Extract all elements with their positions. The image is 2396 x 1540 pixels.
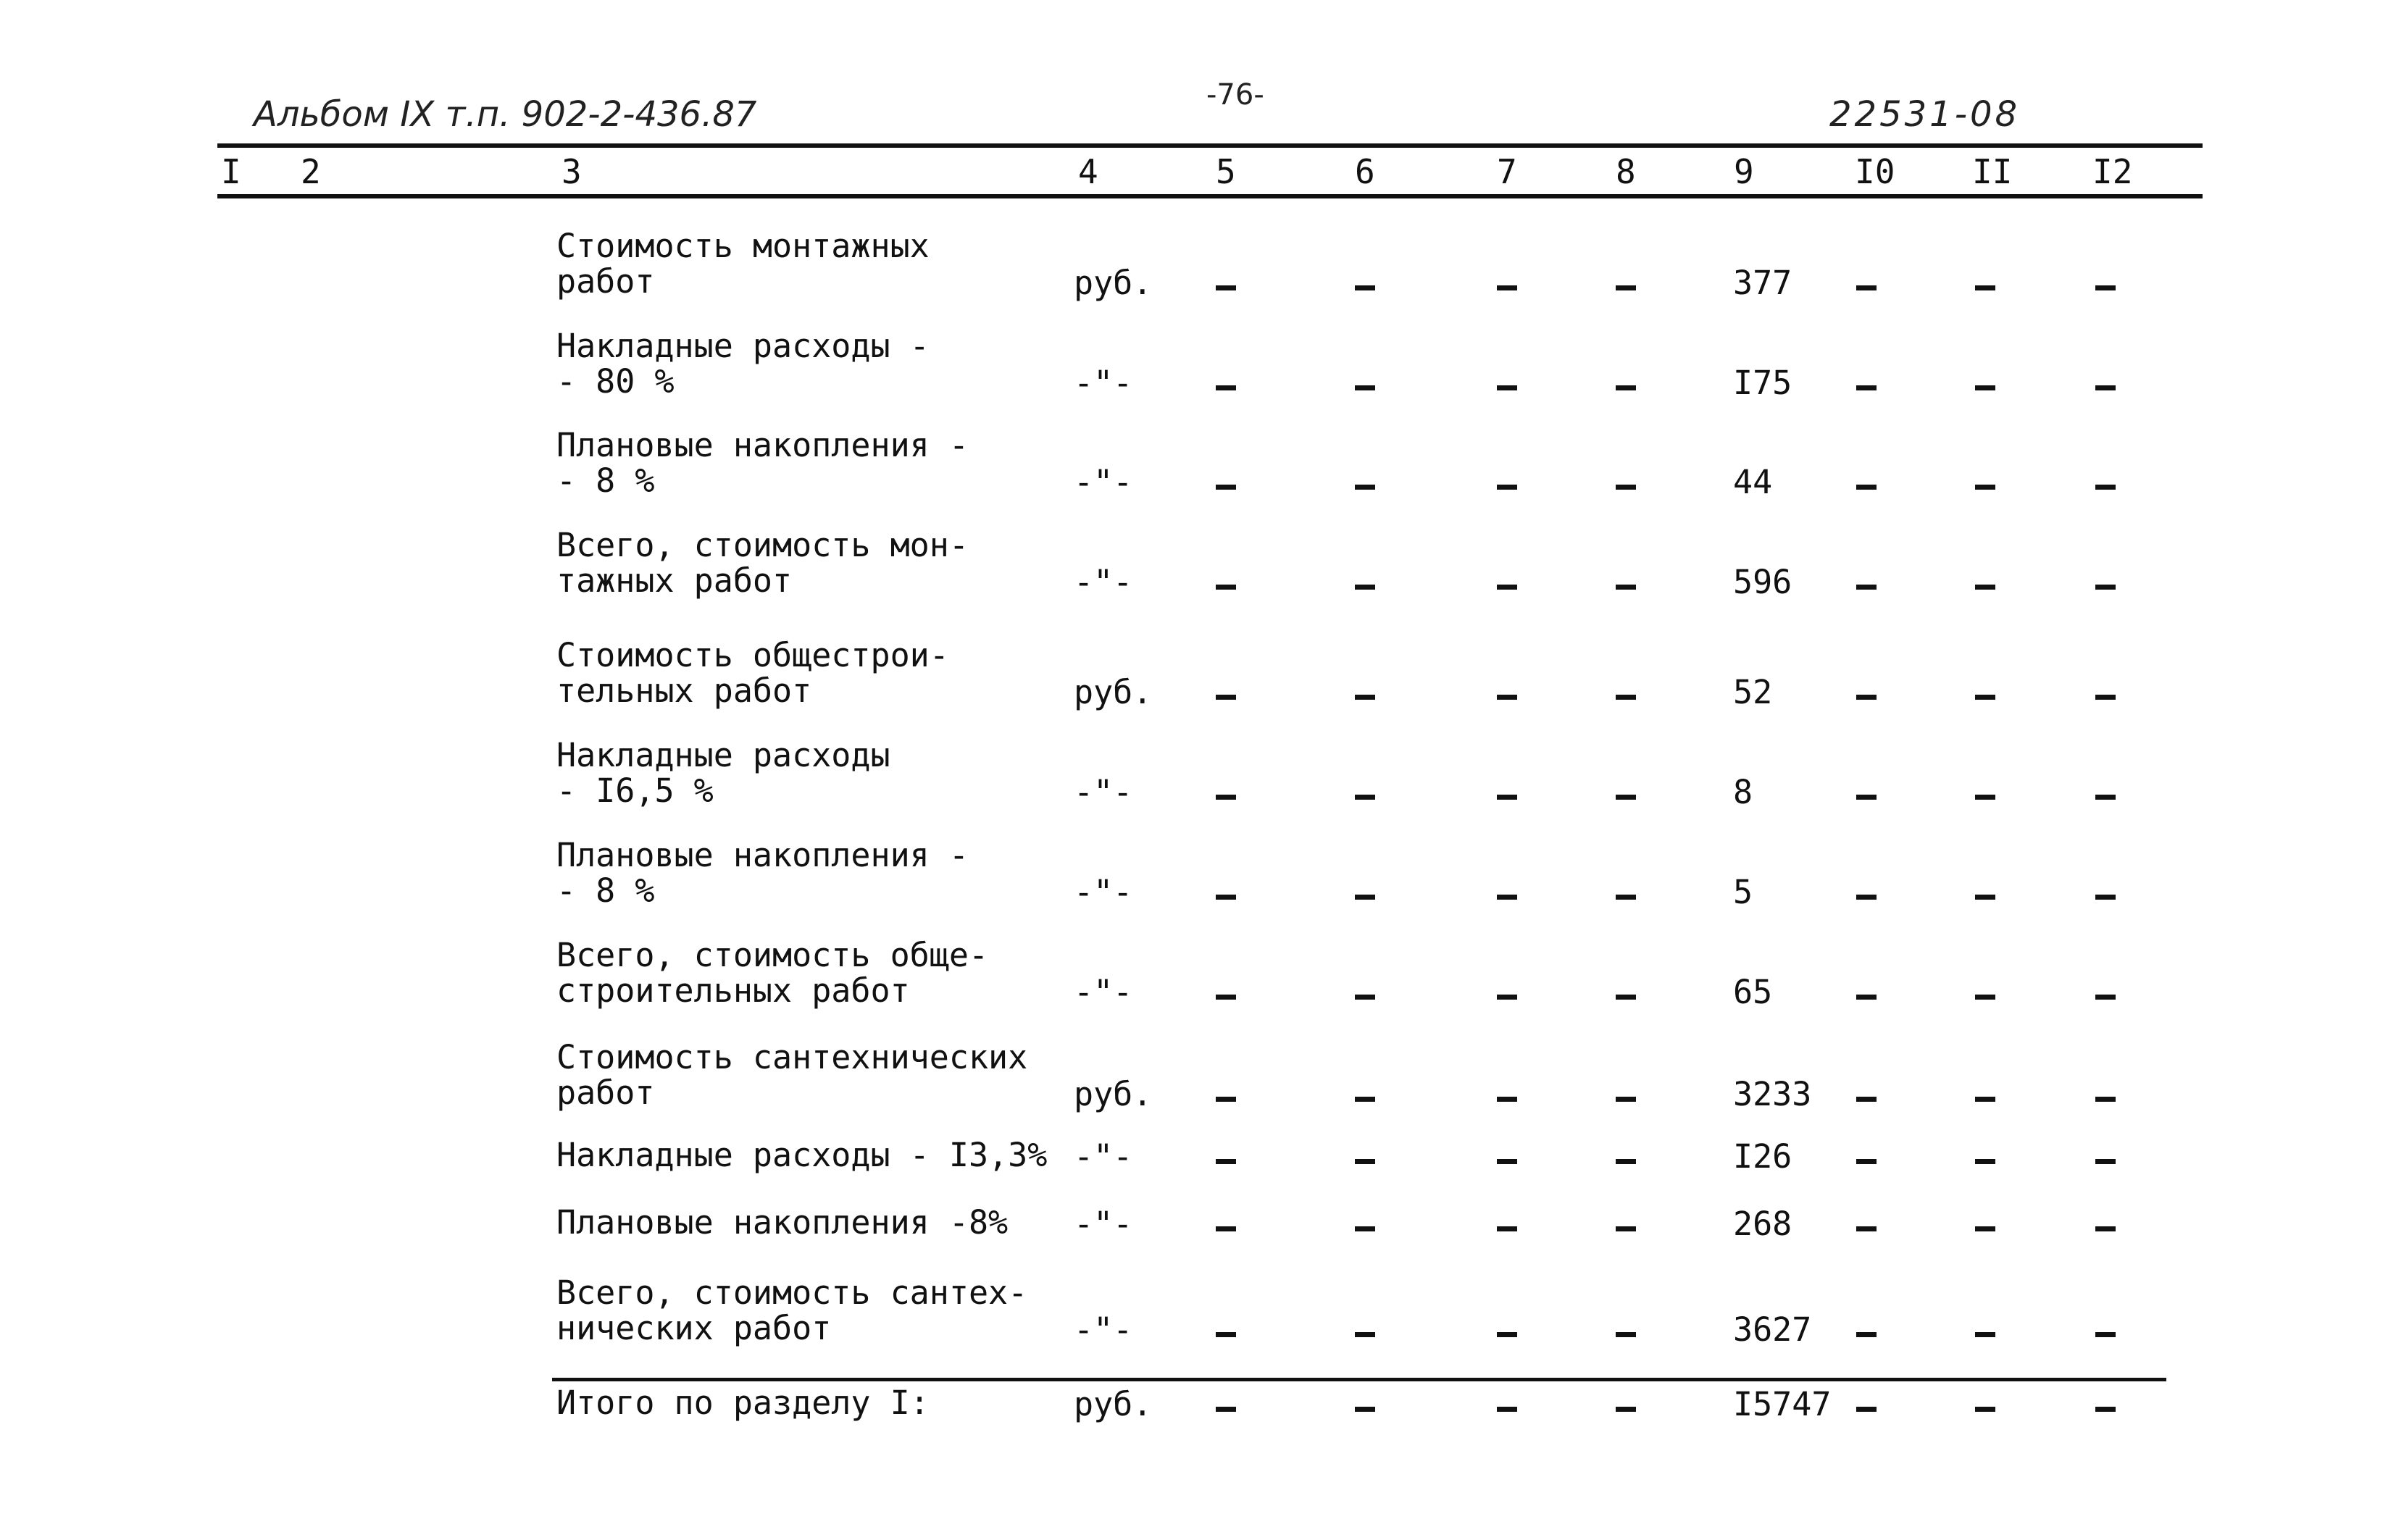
row-value-col9: I5747	[1733, 1385, 1832, 1423]
total-separator-rule	[552, 1378, 2166, 1381]
column-number: 2	[301, 152, 321, 191]
row-value-col9: 3627	[1733, 1310, 1812, 1349]
row-unit: -"-	[1074, 563, 1133, 601]
empty-cell-dash	[2095, 1332, 2116, 1337]
row-unit: -"-	[1074, 364, 1133, 402]
empty-cell-dash	[1856, 695, 1877, 700]
empty-cell-dash	[1216, 1159, 1236, 1164]
empty-cell-dash	[1216, 385, 1236, 390]
empty-cell-dash	[2095, 385, 2116, 390]
column-number: II	[1972, 152, 2013, 191]
row-unit: -"-	[1074, 873, 1133, 911]
empty-cell-dash	[1355, 385, 1375, 390]
row-unit: -"-	[1074, 1310, 1133, 1349]
row-description: Всего, стоимость мон- тажных работ	[556, 526, 969, 600]
row-value-col9: 268	[1733, 1205, 1792, 1243]
column-number: I	[221, 152, 241, 191]
empty-cell-dash	[2095, 585, 2116, 590]
empty-cell-dash	[1355, 995, 1375, 1000]
empty-cell-dash	[1856, 285, 1877, 290]
empty-cell-dash	[1497, 1332, 1517, 1337]
page-number: -76-	[1206, 78, 1264, 112]
empty-cell-dash	[1355, 1097, 1375, 1102]
row-unit: -"-	[1074, 973, 1133, 1011]
row-value-col9: I75	[1733, 364, 1792, 402]
empty-cell-dash	[1856, 485, 1877, 490]
row-value-col9: 3233	[1733, 1075, 1812, 1113]
empty-cell-dash	[1497, 1097, 1517, 1102]
empty-cell-dash	[1216, 485, 1236, 490]
empty-cell-dash	[2095, 1097, 2116, 1102]
header-bottom-rule	[217, 194, 2203, 198]
empty-cell-dash	[1975, 1332, 1995, 1337]
empty-cell-dash	[2095, 1226, 2116, 1231]
empty-cell-dash	[1616, 795, 1636, 800]
empty-cell-dash	[1975, 485, 1995, 490]
empty-cell-dash	[2095, 895, 2116, 900]
column-number: 9	[1734, 152, 1754, 191]
empty-cell-dash	[1616, 485, 1636, 490]
empty-cell-dash	[1856, 995, 1877, 1000]
empty-cell-dash	[1216, 585, 1236, 590]
row-description: Плановые накопления - - 8 %	[556, 426, 969, 500]
empty-cell-dash	[1216, 695, 1236, 700]
empty-cell-dash	[1216, 1332, 1236, 1337]
empty-cell-dash	[1497, 285, 1517, 290]
empty-cell-dash	[2095, 795, 2116, 800]
empty-cell-dash	[1856, 1097, 1877, 1102]
empty-cell-dash	[1975, 695, 1995, 700]
empty-cell-dash	[1216, 795, 1236, 800]
empty-cell-dash	[1355, 1407, 1375, 1412]
empty-cell-dash	[1216, 895, 1236, 900]
empty-cell-dash	[1975, 1159, 1995, 1164]
row-value-col9: 52	[1733, 673, 1773, 711]
empty-cell-dash	[1497, 585, 1517, 590]
row-value-col9: 65	[1733, 973, 1773, 1011]
empty-cell-dash	[1355, 895, 1375, 900]
empty-cell-dash	[1856, 585, 1877, 590]
empty-cell-dash	[1497, 1226, 1517, 1231]
empty-cell-dash	[1616, 1159, 1636, 1164]
empty-cell-dash	[1856, 1226, 1877, 1231]
column-number: 7	[1497, 152, 1517, 191]
row-description: Всего, стоимость сантех- нических работ	[556, 1273, 1028, 1347]
row-unit: руб.	[1074, 673, 1153, 711]
empty-cell-dash	[1355, 795, 1375, 800]
row-description: Стоимость общестрои- тельных работ	[556, 636, 949, 710]
empty-cell-dash	[1856, 1332, 1877, 1337]
empty-cell-dash	[1497, 795, 1517, 800]
empty-cell-dash	[1975, 585, 1995, 590]
empty-cell-dash	[1616, 585, 1636, 590]
column-number: 3	[562, 152, 582, 191]
empty-cell-dash	[1497, 485, 1517, 490]
empty-cell-dash	[1856, 385, 1877, 390]
row-unit: руб.	[1074, 1075, 1153, 1113]
empty-cell-dash	[2095, 285, 2116, 290]
row-value-col9: 5	[1733, 873, 1753, 911]
row-description: Итого по разделу I:	[556, 1384, 930, 1422]
empty-cell-dash	[1355, 285, 1375, 290]
empty-cell-dash	[1497, 1159, 1517, 1164]
empty-cell-dash	[1497, 995, 1517, 1000]
empty-cell-dash	[1216, 1226, 1236, 1231]
empty-cell-dash	[1856, 1159, 1877, 1164]
empty-cell-dash	[1616, 1332, 1636, 1337]
empty-cell-dash	[1355, 585, 1375, 590]
row-unit: -"-	[1074, 773, 1133, 811]
row-unit: руб.	[1074, 264, 1153, 302]
empty-cell-dash	[1616, 385, 1636, 390]
empty-cell-dash	[1856, 1407, 1877, 1412]
empty-cell-dash	[1355, 1226, 1375, 1231]
empty-cell-dash	[1497, 385, 1517, 390]
row-value-col9: I26	[1733, 1137, 1792, 1176]
empty-cell-dash	[1497, 695, 1517, 700]
column-number: 6	[1355, 152, 1375, 191]
row-description: Накладные расходы - I3,3%	[556, 1136, 1048, 1174]
empty-cell-dash	[1856, 795, 1877, 800]
empty-cell-dash	[1216, 1407, 1236, 1412]
row-description: Стоимость монтажных работ	[556, 227, 930, 301]
row-unit: руб.	[1074, 1385, 1153, 1423]
row-description: Всего, стоимость обще- строительных работ	[556, 936, 989, 1010]
empty-cell-dash	[2095, 995, 2116, 1000]
empty-cell-dash	[1975, 1226, 1995, 1231]
empty-cell-dash	[1355, 1332, 1375, 1337]
empty-cell-dash	[1856, 895, 1877, 900]
empty-cell-dash	[1975, 385, 1995, 390]
column-number: I2	[2092, 152, 2133, 191]
empty-cell-dash	[1616, 1226, 1636, 1231]
empty-cell-dash	[1355, 1159, 1375, 1164]
empty-cell-dash	[1616, 895, 1636, 900]
header-top-rule	[217, 143, 2203, 148]
empty-cell-dash	[1497, 1407, 1517, 1412]
empty-cell-dash	[1616, 695, 1636, 700]
empty-cell-dash	[1975, 895, 1995, 900]
row-value-col9: 377	[1733, 264, 1792, 302]
empty-cell-dash	[1216, 285, 1236, 290]
row-value-col9: 44	[1733, 463, 1773, 501]
empty-cell-dash	[1616, 1097, 1636, 1102]
empty-cell-dash	[1355, 485, 1375, 490]
empty-cell-dash	[1616, 285, 1636, 290]
empty-cell-dash	[1975, 795, 1995, 800]
empty-cell-dash	[2095, 695, 2116, 700]
row-description: Накладные расходы - - 80 %	[556, 327, 930, 401]
row-unit: -"-	[1074, 463, 1133, 501]
empty-cell-dash	[2095, 485, 2116, 490]
column-number: 8	[1616, 152, 1636, 191]
empty-cell-dash	[1975, 285, 1995, 290]
empty-cell-dash	[1616, 1407, 1636, 1412]
column-number: 5	[1216, 152, 1236, 191]
column-number: 4	[1078, 152, 1098, 191]
row-description: Накладные расходы - I6,5 %	[556, 736, 890, 810]
row-description: Плановые накопления -8%	[556, 1203, 1009, 1242]
column-number: I0	[1855, 152, 1895, 191]
empty-cell-dash	[1616, 995, 1636, 1000]
row-description: Стоимость сантехнических работ	[556, 1038, 1028, 1112]
row-description: Плановые накопления - - 8 %	[556, 836, 969, 910]
empty-cell-dash	[2095, 1159, 2116, 1164]
empty-cell-dash	[1216, 1097, 1236, 1102]
document-code: 22531-08	[1829, 94, 2021, 135]
empty-cell-dash	[1355, 695, 1375, 700]
album-reference: Альбом IX т.п. 902-2-436.87	[254, 94, 757, 135]
empty-cell-dash	[1975, 1097, 1995, 1102]
empty-cell-dash	[1975, 1407, 1995, 1412]
row-unit: -"-	[1074, 1205, 1133, 1243]
row-value-col9: 596	[1733, 563, 1792, 601]
empty-cell-dash	[2095, 1407, 2116, 1412]
empty-cell-dash	[1216, 995, 1236, 1000]
row-unit: -"-	[1074, 1137, 1133, 1176]
empty-cell-dash	[1497, 895, 1517, 900]
row-value-col9: 8	[1733, 773, 1753, 811]
empty-cell-dash	[1975, 995, 1995, 1000]
